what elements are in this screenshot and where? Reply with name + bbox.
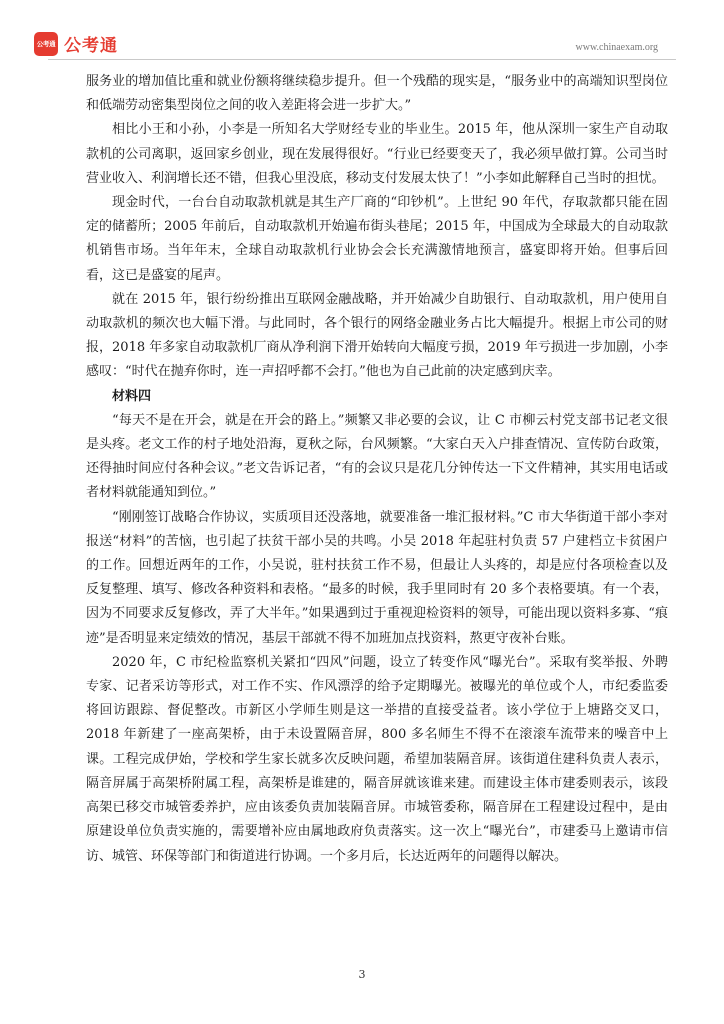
header-divider	[48, 59, 676, 60]
logo-badge-icon: 公考通	[34, 32, 58, 56]
paragraph: “刚刚签订战略合作协议，实质项目还没落地，就要准备一堆汇报材料。”C 市大华街道干部小李对报送“材料”的苦恼，也引起了扶贫干部小吴的共鸣。小吴 2018 年起驻村负责 57 户建档立卡贫困户的工作。回想近两年的工作，小吴说，驻村扶贫工作不易，但最让人头疼的，却是应付各项检查以及反复整理、填写、修改各种资料和表格。“最多的时候，我手里同时有 20 多个表格要填。有一个表，因为不同要求反复修改，弄了大半年。”如果遇到过于重视迎检资料的领导，可能出现以资料多寡、“痕迹”是否明显来定绩效的情况，基层干部就不得不加班加点找资料，熬更守夜补台账。	[86, 509, 668, 646]
logo	[34, 31, 118, 56]
page-number: 3	[358, 968, 366, 981]
document-body	[86, 70, 668, 869]
section-heading: 材料四	[112, 388, 152, 404]
paragraph: “每天不是在开会，就是在开会的路上。”频繁又非必要的会议，让 C 市柳云村党支部书记老文很是头疼。老文工作的村子地处沿海，夏秋之际，台风频繁。“大家白天入户排查情况、宣传防台政策，还得抽时间应付各种会议。”老文告诉记者，“有的会议只是花几分钟传达一下文件精神，其实用电话或者材料就能通知到位。”	[86, 412, 668, 501]
paragraph: 现金时代，一台台自动取款机就是其生产厂商的“印钞机”。上世纪 90 年代，存取款都只能在固定的储蓄所；2005 年前后，自动取款机开始遍布街头巷尾；2015 年，中国成为全球最大的自动取款机销售市场。当年年末，全球自动取款机行业协会会长充满激情地预言，盛宴即将开始。但事后回看，这已是盛宴的尾声。	[86, 195, 668, 283]
site-url: www.chinaexam.org	[575, 42, 658, 53]
logo-text: 公考通	[64, 36, 118, 56]
paragraph: 服务业的增加值比重和就业份额将继续稳步提升。但一个残酷的现实是，“服务业中的高端知识型岗位和低端劳动密集型岗位之间的收入差距将会进一步扩大。”	[86, 74, 668, 114]
paragraph: 相比小王和小孙，小李是一所知名大学财经专业的毕业生。2015 年，他从深圳一家生产自动取款机的公司离职，返回家乡创业，现在发展得很好。“行业已经要变天了，我必须早做打算。公司当时营业收入、利润增长还不错，但我心里没底，移动支付发展太快了！”小李如此解释自己当时的担忧。	[86, 122, 668, 186]
page-header	[0, 0, 724, 66]
paragraph: 2020 年，C 市纪检监察机关紧扣“四风”问题，设立了转变作风“曝光台”。采取有奖举报、外聘专家、记者采访等形式，对工作不实、作风漂浮的给予定期曝光。被曝光的单位或个人，市纪委监委将回访跟踪、督促整改。市新区小学师生则是这一举措的直接受益者。该小学位于上塘路交叉口，2018 年新建了一座高架桥，由于未设置隔音屏，800 多名师生不得不在滚滚车流带来的噪音中上课。工程完成伊始，学校和学生家长就多次反映问题，希望加装隔音屏。该街道住建科负责人表示，隔音屏属于高架桥附属工程，高架桥是谁建的，隔音屏就该谁来建。而建设主体市建委则表示，该段高架已移交市城管委养护，应由该委负责加装隔音屏。市城管委称，隔音屏在工程建设过程中，是由原建设单位负责实施的，需要增补应由属地政府负责落实。这一次上“曝光台”，市建委马上邀请市信访、城管、环保等部门和街道进行协调。一个多月后，长达近两年的问题得以解决。	[86, 654, 668, 864]
paragraph: 就在 2015 年，银行纷纷推出互联网金融战略，并开始减少自助银行、自动取款机，用户使用自动取款机的频次也大幅下滑。与此同时，各个银行的网络金融业务占比大幅提升。根据上市公司的财报，2018 年多家自动取款机厂商从净利润下滑开始转向大幅度亏损，2019 年亏损进一步加剧，小李感叹：“时代在抛弃你时，连一声招呼都不会打。”他也为自己此前的决定感到庆幸。	[86, 291, 668, 380]
